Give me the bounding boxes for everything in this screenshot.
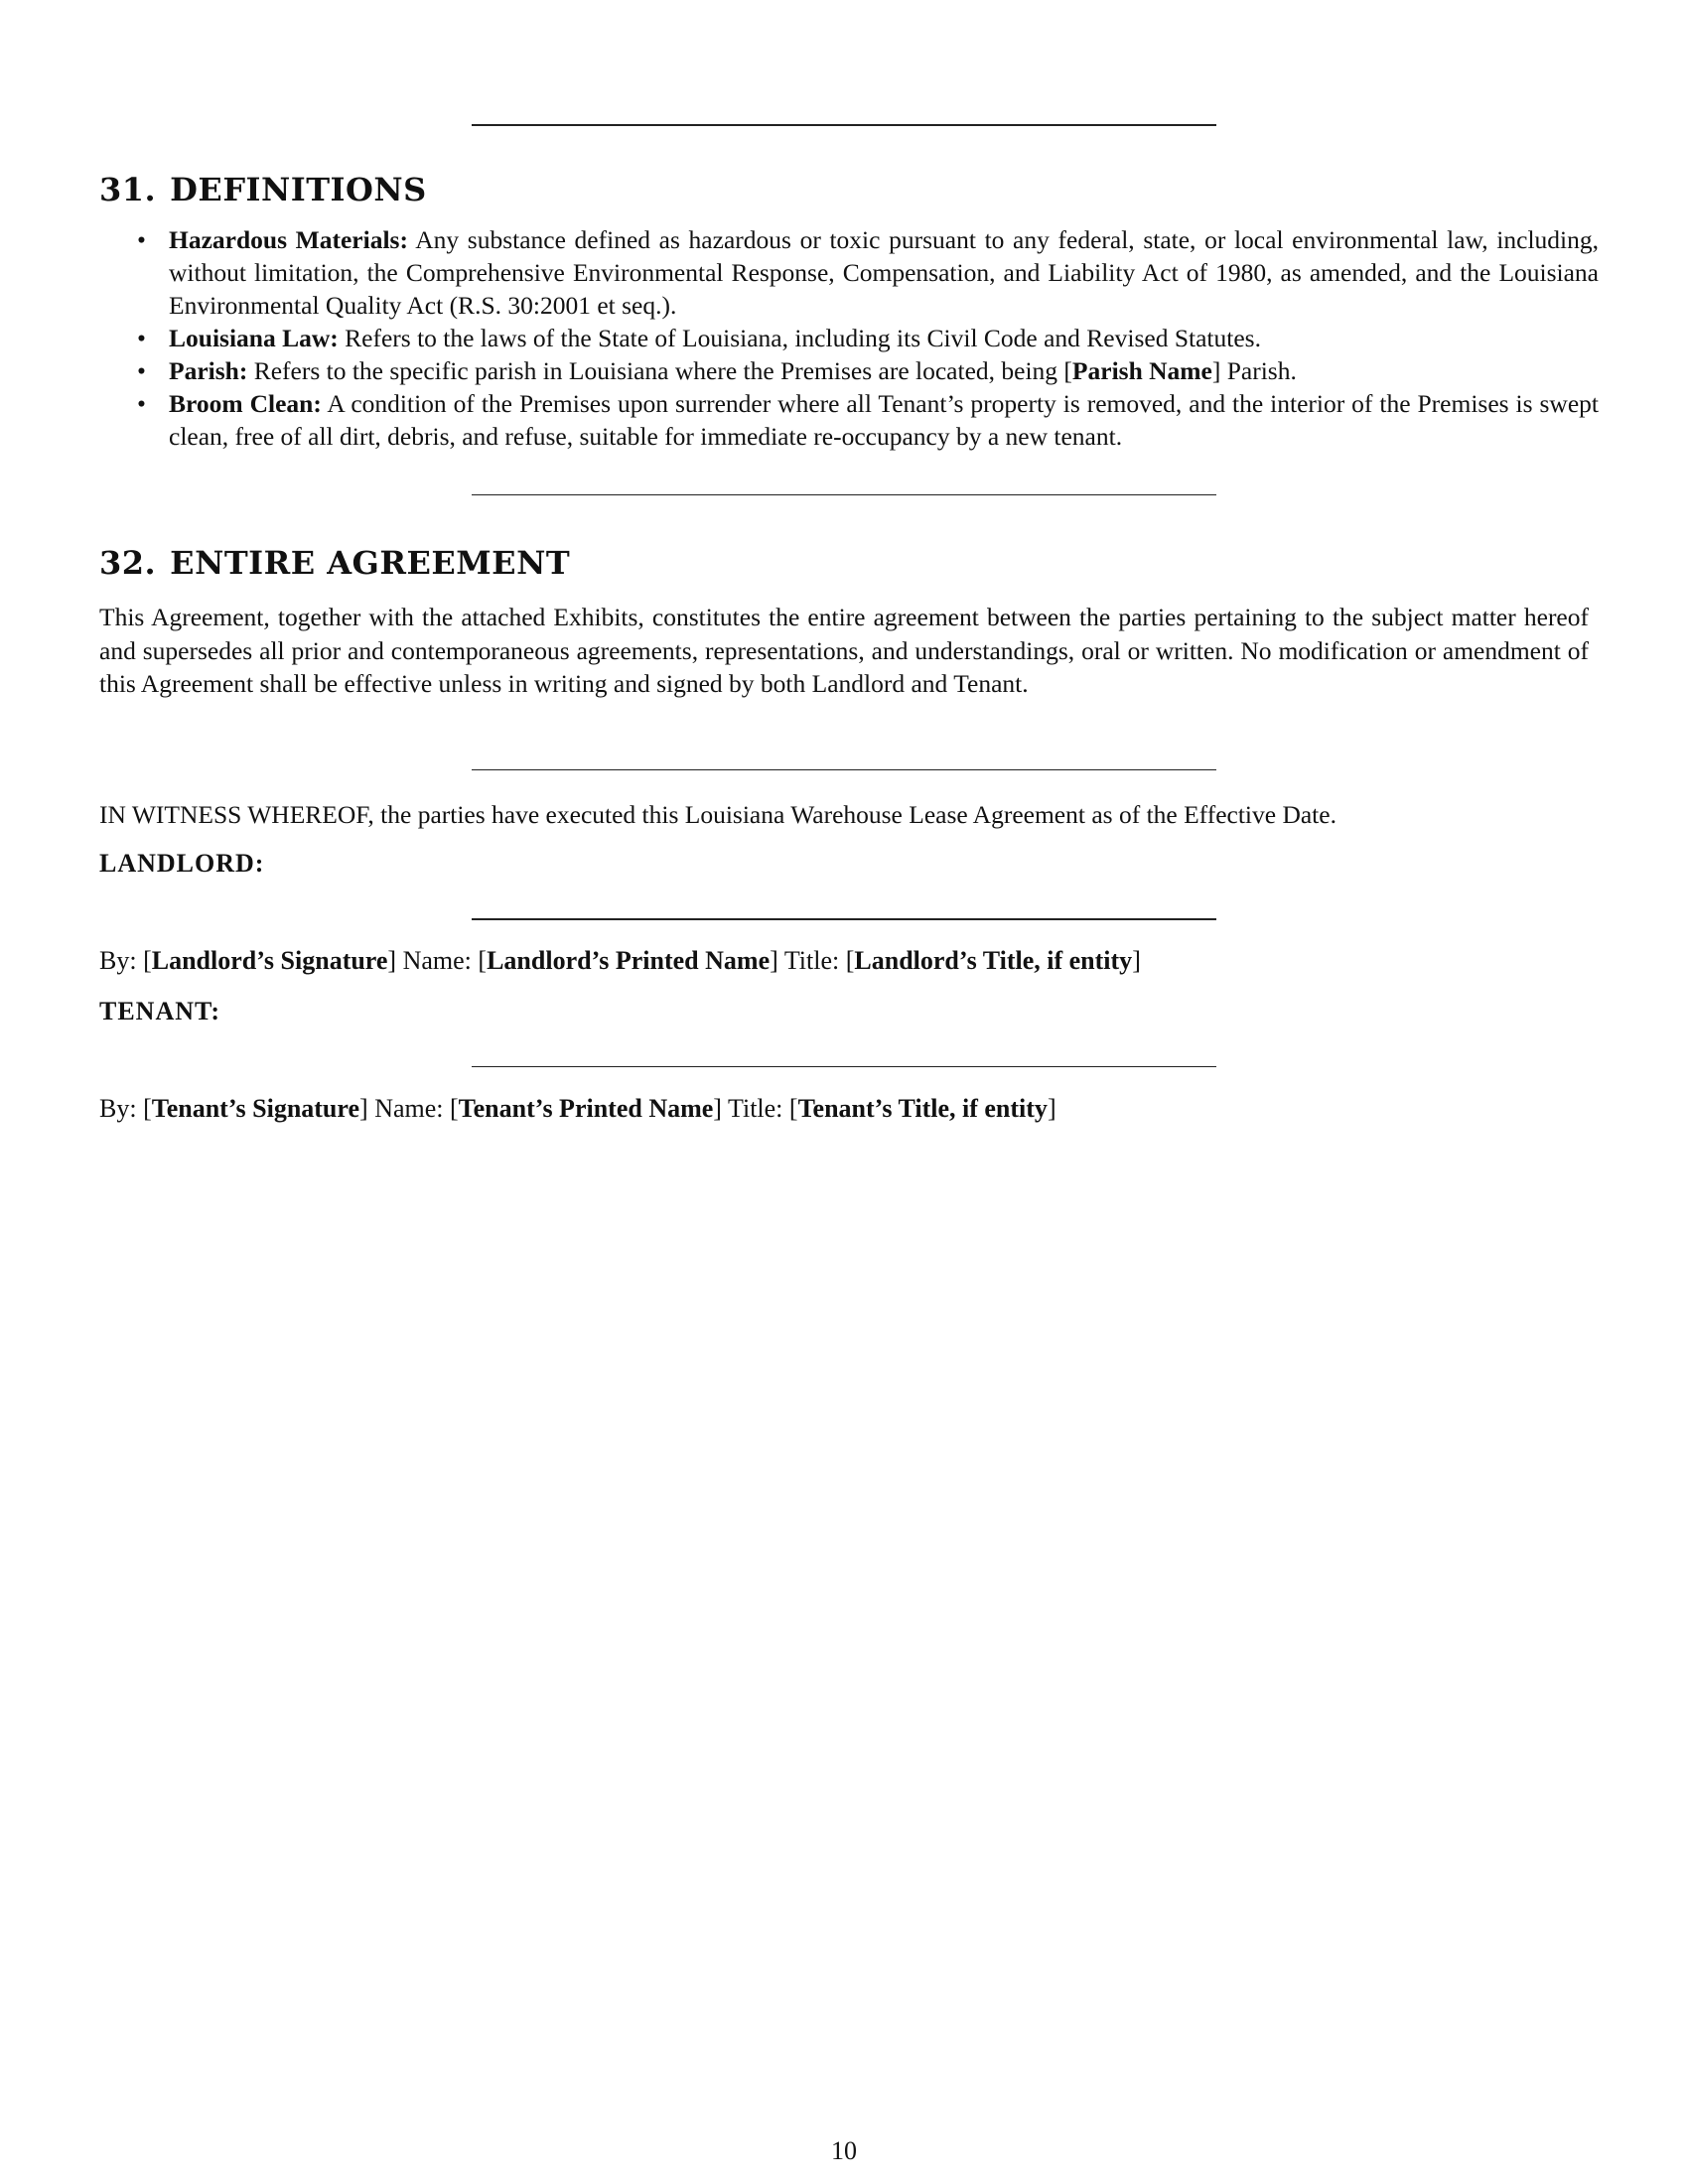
name-label: Name: (402, 946, 472, 975)
definitions-list (99, 223, 1599, 453)
section-divider (472, 494, 1216, 495)
list-item (99, 354, 1599, 387)
tenant-signature-line (472, 1066, 1216, 1067)
entire-agreement-body: This Agreement, together with the attached Exhibits, constitutes the entire agreement between the parties pertaining to the subject matter hereof and supersedes all prior and contemporaneous agreements, representations, and understandings, oral or written. No modification or amendment of this Agreement shall be effective unless in writing and signed by both Landlord and Tenant. (99, 603, 1589, 698)
section-title: ENTIRE AGREEMENT (170, 544, 571, 582)
section-number: 32. (99, 544, 157, 582)
list-item (99, 387, 1599, 453)
definition-term: Hazardous Materials: (169, 225, 408, 254)
bullet-icon: • (137, 356, 146, 385)
definition-term: Parish: (169, 356, 248, 385)
landlord-signature-line (472, 918, 1216, 920)
landlord-signature-placeholder: Landlord’s Signature (151, 946, 388, 975)
definition-term: Louisiana Law: (169, 324, 339, 352)
name-label: Name: (374, 1094, 444, 1123)
landlord-signature-block: By: [Landlord’s Signature] Name: [Landlord’s Printed Name] Title: [Landlord’s Title, if entity] (99, 946, 1141, 975)
tenant-signature-block: By: [Tenant’s Signature] Name: [Tenant’s Printed Name] Title: [Tenant’s Title, if entity] (99, 1094, 1056, 1123)
list-item (99, 322, 1599, 354)
section-divider (472, 769, 1216, 770)
section-32-heading (99, 544, 570, 582)
page-number: 10 (831, 2136, 857, 2165)
parish-name-placeholder: Parish Name (1071, 356, 1212, 385)
witness-statement: IN WITNESS WHEREOF, the parties have executed this Louisiana Warehouse Lease Agreement as of the Effective Date. (99, 800, 1336, 829)
bullet-icon: • (137, 389, 146, 418)
definition-text: Refers to the laws of the State of Louisiana, including its Civil Code and Revised Statutes. (345, 324, 1261, 352)
bullet-icon: • (137, 225, 146, 254)
list-item (99, 223, 1599, 322)
section-number: 31. (99, 171, 157, 208)
definition-text: Refers to the specific parish in Louisiana where the Premises are located, being [ (253, 356, 1072, 385)
section-title: DEFINITIONS (170, 171, 427, 208)
by-label: By: (99, 946, 137, 975)
landlord-printed-name-placeholder: Landlord’s Printed Name (487, 946, 771, 975)
definition-text: Any substance defined as hazardous or toxic pursuant to any federal, state, or local environmental law, including, without limitation, the Comprehensive Environmental Response, Compensation, and Liability Act of 1980, as amended, and the Louisiana Environmental Quality Act (R.S. 30:2001 et seq.). (169, 225, 1599, 320)
tenant-label: TENANT: (99, 997, 221, 1025)
title-label: Title: (783, 946, 840, 975)
section-divider (472, 124, 1216, 126)
tenant-title-placeholder: Tenant’s Title, if entity (797, 1094, 1048, 1123)
section-31-heading (99, 171, 427, 208)
bullet-icon: • (137, 324, 146, 352)
definition-text: ] Parish. (1211, 356, 1297, 385)
title-label: Title: (728, 1094, 783, 1123)
definition-term: Broom Clean: (169, 389, 322, 418)
landlord-title-placeholder: Landlord’s Title, if entity (854, 946, 1133, 975)
definition-text: A condition of the Premises upon surrender where all Tenant’s property is removed, and the interior of the Premises is swept clean, free of all dirt, debris, and refuse, suitable for immediate re-occupancy by a new tenant. (169, 389, 1599, 451)
landlord-label: LANDLORD: (99, 849, 265, 878)
tenant-printed-name-placeholder: Tenant’s Printed Name (458, 1094, 714, 1123)
by-label: By: (99, 1094, 137, 1123)
tenant-signature-placeholder: Tenant’s Signature (151, 1094, 360, 1123)
